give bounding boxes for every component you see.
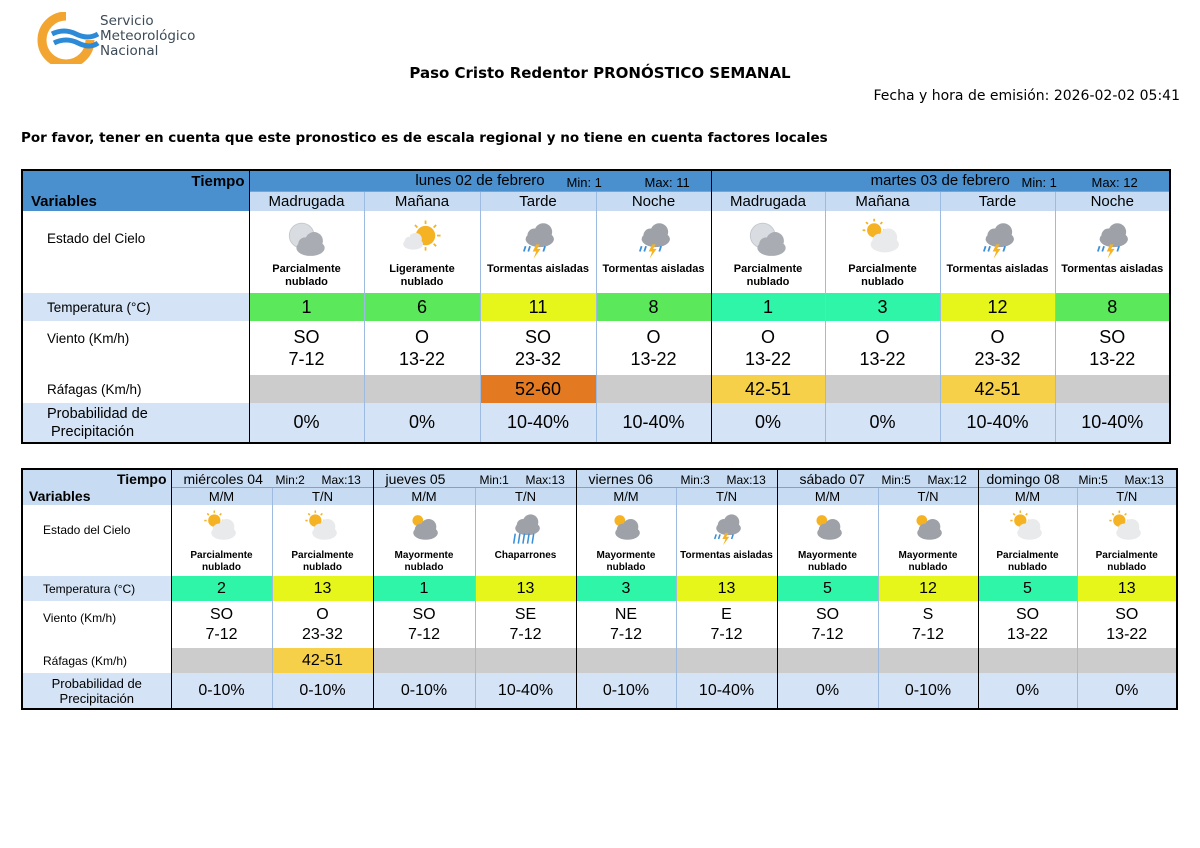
sky-cell <box>978 505 1077 576</box>
wind-speed: 7-12 <box>509 625 542 643</box>
precip-label-line1: Probabilidad de <box>47 405 148 422</box>
sky-cell <box>878 505 978 576</box>
sky-condition <box>979 550 1077 574</box>
day-max: Max:12 <box>927 473 967 487</box>
sky-cell <box>1055 211 1170 293</box>
day-header <box>249 170 711 191</box>
wind-cell <box>596 321 711 375</box>
sky-condition-line1: Tormentas aisladas <box>487 263 589 275</box>
sky-condition <box>712 263 825 289</box>
wind-speed: 7-12 <box>205 625 238 643</box>
precip-value: 0-10% <box>576 673 676 709</box>
sun-dark-cloud-icon <box>606 509 646 549</box>
wind-speed: 7-12 <box>407 625 441 643</box>
sky-cell <box>373 505 475 576</box>
wind-direction: SO <box>1115 605 1139 623</box>
sky-condition-line2: nublado <box>861 276 904 288</box>
sun-dark-cloud-icon <box>808 509 848 549</box>
sky-cell <box>711 211 825 293</box>
day-min: Min:5 <box>1078 473 1108 487</box>
sky-condition <box>365 263 480 289</box>
gusts-label: Ráfagas (Km/h) <box>43 653 128 668</box>
gust-value <box>364 375 480 403</box>
sky-cell <box>940 211 1055 293</box>
day-name: jueves 05 <box>385 471 446 487</box>
sky-condition-line2: nublado <box>202 562 241 573</box>
wind-speed: 23-32 <box>974 349 1021 369</box>
wind-cell <box>1077 601 1177 648</box>
precip-value: 0% <box>978 673 1077 709</box>
sky-condition-line1: Parcialmente <box>291 550 354 561</box>
wind-cell <box>940 321 1055 375</box>
day-header <box>711 170 1170 191</box>
wind-cell <box>777 601 878 648</box>
sky-condition-line1: Tormentas aisladas <box>602 263 705 275</box>
wind-cell <box>475 601 576 648</box>
day-min: Min:3 <box>680 473 710 487</box>
sky-condition-line1: Parcialmente <box>190 550 253 561</box>
gust-value <box>676 648 777 673</box>
precip-value: 0% <box>777 673 878 709</box>
precip-value: 10-40% <box>1055 403 1170 443</box>
wind-cell <box>978 601 1077 648</box>
sky-cell <box>825 211 940 293</box>
sky-condition-line1: Parcialmente <box>1095 550 1158 561</box>
sky-cell <box>596 211 711 293</box>
sky-condition <box>879 550 978 574</box>
sky-condition-line1: Parcialmente <box>272 263 341 275</box>
precip-label-line2: Precipitación <box>51 423 135 440</box>
sky-cell <box>364 211 480 293</box>
sky-condition-line1: Parcialmente <box>848 263 917 275</box>
period-header: Mañana <box>364 191 480 211</box>
sky-condition-line2: nublado <box>400 276 444 288</box>
wind-cell <box>272 601 373 648</box>
temperature-value: 6 <box>364 293 480 321</box>
temperature-value: 12 <box>878 576 978 601</box>
gust-value <box>249 375 364 403</box>
sky-condition-line1: Chaparrones <box>494 550 557 561</box>
thunderstorm-icon <box>1089 217 1135 263</box>
day-header <box>373 469 576 487</box>
precip-label <box>22 673 171 709</box>
day-min: Min:2 <box>275 473 305 487</box>
sky-condition <box>941 263 1055 276</box>
sky-condition-line1: Tormentas aisladas <box>1061 263 1164 275</box>
period-header: M/M <box>576 487 676 505</box>
day-name: viernes 06 <box>588 471 654 487</box>
sky-condition <box>577 550 676 574</box>
temperature-value: 5 <box>978 576 1077 601</box>
thunderstorm-icon <box>631 217 677 263</box>
thunderstorm-icon <box>975 217 1021 263</box>
sun-cloud-icon <box>1107 509 1147 549</box>
logo-text <box>100 14 195 59</box>
temperature-value: 1 <box>711 293 825 321</box>
sky-label: Estado del Cielo <box>47 231 146 246</box>
temperature-value: 13 <box>272 576 373 601</box>
sky-condition-line2: nublado <box>285 276 328 288</box>
day-min: Min:1 <box>479 473 509 487</box>
thunderstorm-icon <box>515 217 561 263</box>
day-name: sábado 07 <box>799 471 865 487</box>
wind-cell <box>1055 321 1170 375</box>
wind-speed: 13-22 <box>630 349 677 369</box>
gust-value <box>475 648 576 673</box>
sky-condition-line1: Ligeramente <box>389 263 455 275</box>
gust-value <box>878 648 978 673</box>
gust-value <box>171 648 272 673</box>
day-max: Max:13 <box>525 473 565 487</box>
wind-direction: SO <box>293 327 320 347</box>
wind-speed: 23-32 <box>514 349 562 369</box>
sky-cell <box>777 505 878 576</box>
precip-value: 0-10% <box>171 673 272 709</box>
sky-condition <box>1078 550 1177 574</box>
wind-speed: 13-22 <box>744 349 792 369</box>
wind-direction: S <box>922 605 934 623</box>
temperature-value: 12 <box>940 293 1055 321</box>
period-header: Tarde <box>480 191 596 211</box>
day-name: lunes 02 de febrero <box>415 172 545 189</box>
sky-condition-line2: nublado <box>808 562 847 573</box>
sky-condition-line1: Parcialmente <box>996 550 1059 561</box>
logo-line-3: Nacional <box>100 43 159 59</box>
wind-speed: 13-22 <box>859 349 906 369</box>
sun-cloud-icon <box>303 509 343 549</box>
forecast-table-weekly <box>21 468 1178 710</box>
wind-cell <box>249 321 364 375</box>
gust-value <box>1055 375 1170 403</box>
gust-value <box>576 648 676 673</box>
wind-cell <box>676 601 777 648</box>
tiempo-header: Tiempo <box>22 469 171 487</box>
sky-condition-line2: nublado <box>303 562 342 573</box>
sky-condition <box>826 263 940 289</box>
temperature-value: 1 <box>373 576 475 601</box>
wind-direction: O <box>646 327 661 347</box>
day-name: martes 03 de febrero <box>870 172 1010 189</box>
wind-label: Viento (Km/h) <box>47 331 130 346</box>
logo-line-2: Meteorológico <box>100 28 196 44</box>
precip-value: 0% <box>249 403 364 443</box>
sky-condition <box>273 550 373 574</box>
variables-header: Variables <box>22 191 249 211</box>
precip-value: 10-40% <box>480 403 596 443</box>
wind-direction: SO <box>524 327 551 347</box>
sky-cell <box>576 505 676 576</box>
day-header <box>576 469 777 487</box>
wind-speed: 7-12 <box>609 625 643 643</box>
wind-cell <box>711 321 825 375</box>
wind-speed: 23-32 <box>302 625 343 643</box>
sky-condition-line1: Tormentas aisladas <box>680 550 773 561</box>
period-header: Madrugada <box>249 191 364 211</box>
sun-dark-cloud-icon <box>404 509 444 549</box>
precip-label-line1: Probabilidad de <box>51 675 142 691</box>
temperature-value: 13 <box>676 576 777 601</box>
page-title: Paso Cristo Redentor PRONÓSTICO SEMANAL <box>409 64 791 82</box>
sky-condition-line1: Parcialmente <box>733 263 803 275</box>
precip-value: 0% <box>711 403 825 443</box>
precip-value: 0-10% <box>272 673 373 709</box>
forecast-table-detailed <box>21 169 1171 444</box>
period-header: T/N <box>676 487 777 505</box>
precip-value: 10-40% <box>676 673 777 709</box>
sky-condition <box>476 550 576 562</box>
wind-direction: NE <box>614 605 638 623</box>
emission-timestamp: Fecha y hora de emisión: 2026-02-02 05:41 <box>873 88 1180 104</box>
wind-direction: SO <box>1099 327 1126 347</box>
precip-label-line2: Precipitación <box>59 690 134 706</box>
gust-value <box>596 375 711 403</box>
sky-condition-line2: nublado <box>1107 562 1147 573</box>
sky-condition-line1: Tormentas aisladas <box>946 263 1049 275</box>
day-max: Max:13 <box>1124 473 1164 487</box>
temperature-label: Temperatura (°C) <box>22 576 171 601</box>
wind-cell <box>825 321 940 375</box>
day-header <box>171 469 373 487</box>
wind-cell <box>364 321 480 375</box>
sky-condition <box>1056 263 1170 276</box>
wind-cell <box>878 601 978 648</box>
wind-cell <box>171 601 272 648</box>
regional-notice: Por favor, tener en cuenta que este pronostico es de escala regional y no tiene en cuenta factores locales <box>21 130 828 146</box>
wind-speed: 13-22 <box>1089 349 1136 369</box>
wind-direction: SO <box>815 605 840 623</box>
sun-cloud-icon <box>202 509 242 549</box>
gust-value: 42-51 <box>272 648 373 673</box>
sun-cloud-icon <box>860 217 906 263</box>
sky-cell <box>480 211 596 293</box>
sky-cell <box>676 505 777 576</box>
day-max: Max: 12 <box>1091 175 1138 190</box>
period-header: Noche <box>596 191 711 211</box>
day-name: domingo 08 <box>986 471 1060 487</box>
precip-value: 10-40% <box>475 673 576 709</box>
sun-dark-cloud-icon <box>908 509 948 549</box>
wind-label: Viento (Km/h) <box>43 611 117 625</box>
wind-direction: O <box>760 327 775 347</box>
gust-value <box>373 648 475 673</box>
day-min: Min: 1 <box>566 175 602 190</box>
temperature-value: 13 <box>475 576 576 601</box>
gust-value <box>825 375 940 403</box>
wind-speed: 13-22 <box>1106 625 1148 643</box>
tiempo-header: Tiempo <box>22 170 249 191</box>
day-header <box>978 469 1177 487</box>
gust-value <box>978 648 1077 673</box>
period-header: T/N <box>475 487 576 505</box>
sky-condition-line2: nublado <box>404 562 444 573</box>
day-min: Min:5 <box>881 473 911 487</box>
sky-condition-line1: Mayormente <box>898 550 958 561</box>
thunderstorm-icon <box>707 509 747 549</box>
period-header: Mañana <box>825 191 940 211</box>
temperature-value: 8 <box>596 293 711 321</box>
logo-line-1: Servicio <box>100 13 154 29</box>
gust-value: 42-51 <box>940 375 1055 403</box>
temperature-value: 2 <box>171 576 272 601</box>
gusts-label: Ráfagas (Km/h) <box>47 381 142 397</box>
sky-condition <box>374 550 475 574</box>
sky-cell <box>249 211 364 293</box>
showers-icon <box>506 509 546 549</box>
period-header: Madrugada <box>711 191 825 211</box>
period-header: T/N <box>878 487 978 505</box>
wind-speed: 13-22 <box>398 349 446 369</box>
wind-cell <box>480 321 596 375</box>
wind-speed: 7-12 <box>710 625 743 643</box>
variables-header: Variables <box>22 487 171 505</box>
wind-direction: SO <box>1015 605 1040 623</box>
temperature-value: 3 <box>576 576 676 601</box>
precip-value: 0% <box>1077 673 1177 709</box>
sky-cell <box>475 505 576 576</box>
gust-value <box>1077 648 1177 673</box>
wind-speed: 13-22 <box>1007 625 1048 643</box>
temperature-value: 3 <box>825 293 940 321</box>
sky-condition-line1: Mayormente <box>798 550 857 561</box>
period-header: Noche <box>1055 191 1170 211</box>
sky-condition-line2: nublado <box>908 562 948 573</box>
temperature-value: 11 <box>480 293 596 321</box>
wind-direction: O <box>875 327 890 347</box>
period-header: M/M <box>978 487 1077 505</box>
wind-direction: SO <box>412 605 436 623</box>
sun-cloud-icon <box>1008 509 1048 549</box>
day-max: Max:13 <box>726 473 766 487</box>
gust-value <box>777 648 878 673</box>
period-header: M/M <box>777 487 878 505</box>
sky-condition <box>597 263 711 276</box>
sky-condition <box>250 263 364 289</box>
day-name: miércoles 04 <box>183 471 263 487</box>
moon-cloud-icon <box>745 217 791 263</box>
day-max: Max:13 <box>321 473 361 487</box>
temperature-value: 8 <box>1055 293 1170 321</box>
wind-direction: O <box>414 327 429 347</box>
wind-direction: SO <box>209 605 234 623</box>
period-header: T/N <box>272 487 373 505</box>
precip-value: 0-10% <box>878 673 978 709</box>
sky-condition-line2: nublado <box>1008 562 1047 573</box>
day-header <box>777 469 978 487</box>
period-header: Tarde <box>940 191 1055 211</box>
sky-cell <box>1077 505 1177 576</box>
precip-value: 10-40% <box>596 403 711 443</box>
gust-value: 42-51 <box>711 375 825 403</box>
wind-direction: SE <box>514 605 537 623</box>
wind-cell <box>373 601 475 648</box>
wind-direction: E <box>721 605 732 623</box>
wind-direction: O <box>990 327 1005 347</box>
wind-direction: O <box>316 605 329 623</box>
day-min: Min: 1 <box>1021 175 1057 190</box>
sky-condition-line2: nublado <box>606 562 646 573</box>
sky-cell <box>272 505 373 576</box>
period-header: M/M <box>373 487 475 505</box>
sky-condition <box>677 550 777 562</box>
sky-condition <box>172 550 272 574</box>
temperature-value: 1 <box>249 293 364 321</box>
sky-condition-line1: Mayormente <box>394 550 454 561</box>
precip-value: 0% <box>364 403 480 443</box>
period-header: T/N <box>1077 487 1177 505</box>
sun-small-cloud-icon <box>399 217 445 263</box>
period-header: M/M <box>171 487 272 505</box>
precip-value: 10-40% <box>940 403 1055 443</box>
precip-value: 0-10% <box>373 673 475 709</box>
wind-cell <box>576 601 676 648</box>
temperature-value: 13 <box>1077 576 1177 601</box>
temperature-label: Temperatura (°C) <box>22 293 249 321</box>
wind-speed: 7-12 <box>811 625 844 643</box>
precip-label <box>22 403 249 443</box>
day-max: Max: 11 <box>644 175 690 190</box>
sky-condition-line1: Mayormente <box>596 550 656 561</box>
sky-condition <box>778 550 878 574</box>
precip-value: 0% <box>825 403 940 443</box>
wind-speed: 7-12 <box>288 349 325 369</box>
gust-value: 52-60 <box>480 375 596 403</box>
temperature-value: 5 <box>777 576 878 601</box>
sky-condition <box>481 263 596 276</box>
moon-cloud-icon <box>284 217 330 263</box>
sky-condition-line2: nublado <box>746 276 790 288</box>
sky-cell <box>171 505 272 576</box>
wind-speed: 7-12 <box>911 625 945 643</box>
sky-label: Estado del Cielo <box>43 523 131 537</box>
